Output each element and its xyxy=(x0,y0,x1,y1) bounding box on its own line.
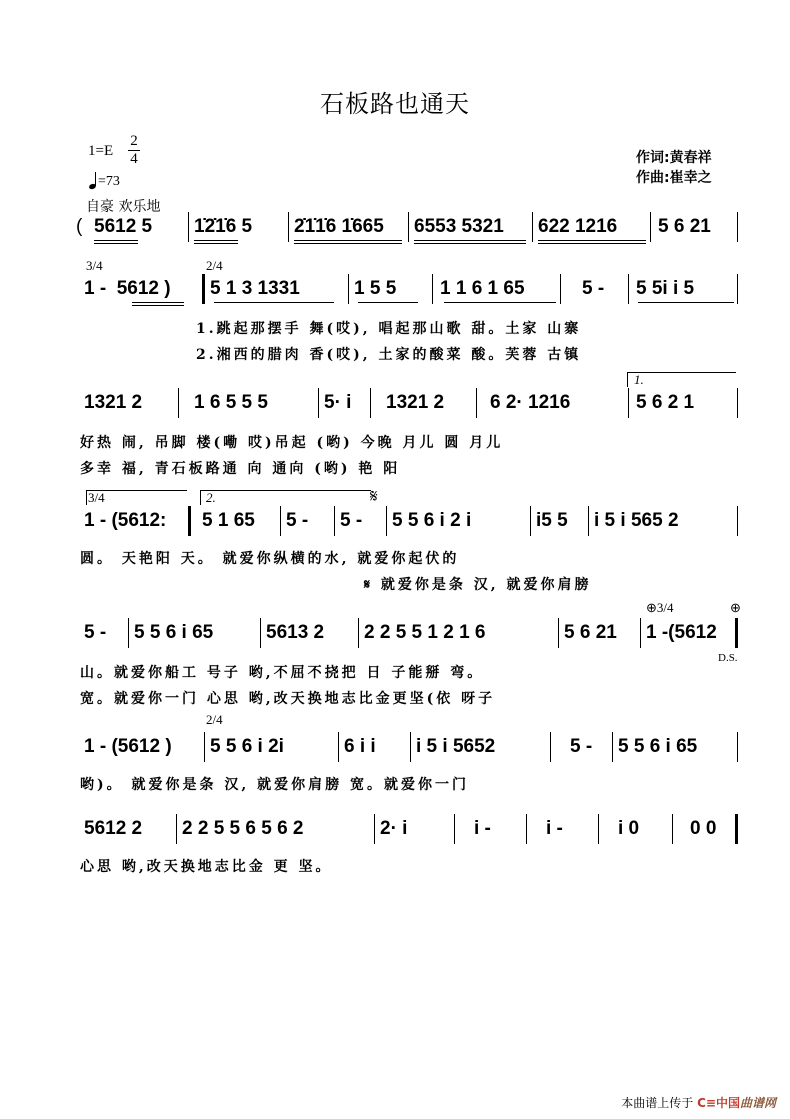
lyrics-verse-1: 山。就爱你船工 号子 哟,不屈不挠把 日 子能掰 弯。 xyxy=(80,665,485,681)
measure: 5 6 21 xyxy=(564,622,617,643)
measure: 5 5 6 i 2i xyxy=(210,736,284,757)
measure: i 0 xyxy=(618,818,640,839)
measure: 5· i xyxy=(324,392,352,413)
measure: 6553 5321 xyxy=(414,216,504,237)
quarter-note-icon xyxy=(88,172,98,190)
upload-credit: 本曲谱上传于 C≡中国曲谱网 xyxy=(621,1096,776,1110)
lyrics-verse-2: 𝄋 就爱你是条 汉, 就爱你肩膀 xyxy=(364,577,592,593)
lyrics-verse-2: 2.湘西的腊肉 香(哎), 土家的酸菜 酸。芙蓉 古镇 xyxy=(196,347,582,363)
segno-icon: 𝄋 xyxy=(370,486,378,506)
key-signature: 1=E xyxy=(88,143,114,159)
ds-marker: D.S. xyxy=(718,652,738,664)
volta-2 xyxy=(200,490,371,505)
score-line-1: ( 5612 5 1̇2̇1̇6 5 2̇1̇1̇6 1̇665 6553 5321 622 1216 5 6 21 xyxy=(80,216,740,242)
measure: i - xyxy=(546,818,563,839)
measure: 5 - xyxy=(582,278,605,299)
lyrics-line: 哟)。 就爱你是条 汉, 就爱你肩膀 宽。就爱你一门 xyxy=(80,777,469,793)
measure: i - xyxy=(474,818,491,839)
measure: 5 5 6 i 65 xyxy=(618,736,698,757)
measure: 1321 2 xyxy=(84,392,143,413)
measure: 1̇2̇1̇6 5 xyxy=(194,216,253,237)
measure: 5613 2 xyxy=(266,622,325,643)
site-logo-link[interactable]: 中国 xyxy=(715,1096,740,1110)
lyrics-verse-2: 宽。就爱你一门 心思 哟,改天换地志比金更坚(依 呀子 xyxy=(80,691,496,707)
composer: 作曲:崔幸之 xyxy=(636,170,712,186)
expression-marking: 自豪 欢乐地 xyxy=(86,199,161,215)
measure: 1 1 6 1 65 xyxy=(440,278,525,299)
measure: 1 6 5 5 5 xyxy=(194,392,268,413)
lyrics-line: 心思 哟,改天换地志比金 更 坚。 xyxy=(80,859,333,875)
measure: 5 5i i 5 xyxy=(636,278,695,299)
time-signature: 2 4 xyxy=(128,134,140,167)
measure: 2 2 5 5 1 2 1 6 xyxy=(364,622,486,643)
score-line-7 xyxy=(80,818,740,844)
lyrics-verse-1: 1.跳起那摆手 舞(哎), 唱起那山歌 甜。土家 山寨 xyxy=(196,321,582,337)
measure: 1 -(5612 xyxy=(646,622,717,643)
measure: 2 2 5 5 6 5 6 2 xyxy=(182,818,304,839)
measure: 1321 2 xyxy=(386,392,445,413)
credits xyxy=(636,148,712,188)
measure: 622 1216 xyxy=(538,216,618,237)
measure: 6 2· 1216 xyxy=(490,392,571,413)
score-line-4 xyxy=(80,510,740,536)
measure: 5 1 3 1331 xyxy=(210,278,300,299)
measure: 1 - 5612 ) xyxy=(84,278,171,299)
measure: 0 0 xyxy=(690,818,717,839)
lyrics-verse-1: 圆。 天艳阳 天。 就爱你纵横的水, 就爱你起伏的 xyxy=(80,551,460,567)
site-logo-icon: C≡ xyxy=(697,1096,716,1110)
score-line-3 xyxy=(80,392,740,418)
measure: 5612 5 xyxy=(94,216,153,237)
measure: i 5 i 565 2 xyxy=(594,510,679,531)
score-line-6 xyxy=(80,736,740,762)
lyricist: 作词:黄春祥 xyxy=(636,150,712,166)
measure: 5 6 2 1 xyxy=(636,392,695,413)
measure: 5 - xyxy=(340,510,363,531)
measure: 5612 2 xyxy=(84,818,143,839)
measure: 1 - (5612 ) xyxy=(84,736,172,757)
measure: 5 5 6 i 2 i xyxy=(392,510,472,531)
measure: 2̇1̇1̇6 1̇665 xyxy=(294,216,384,237)
measure: 5 6 21 xyxy=(658,216,711,237)
measure: 5 1 65 xyxy=(202,510,255,531)
measure: 2· i xyxy=(380,818,408,839)
measure: 5 - xyxy=(286,510,309,531)
measure: 1 - (5612: xyxy=(84,510,167,531)
coda-marker: ⊕3/4 xyxy=(646,600,674,615)
lyrics-verse-2: 多幸 福, 青石板路通 向 通向 (哟) 艳 阳 xyxy=(80,461,401,477)
measure: i5 5 xyxy=(536,510,568,531)
measure: 5 - xyxy=(570,736,593,757)
measure: i 5 i 5652 xyxy=(416,736,496,757)
measure: 5 - xyxy=(84,622,107,643)
coda-icon: ⊕ xyxy=(730,600,741,615)
measure: 5 5 6 i 65 xyxy=(134,622,214,643)
lyrics-verse-1: 好热 闹, 吊脚 楼(嘞 哎)吊起 (哟) 今晚 月儿 圆 月儿 xyxy=(80,435,504,451)
score-line-2 xyxy=(80,278,740,304)
measure: 1 5 5 xyxy=(354,278,397,299)
measure: 6 i i xyxy=(344,736,376,757)
score-title: 石板路也通天 xyxy=(320,90,470,118)
tempo-marking: =73 xyxy=(88,172,120,190)
score-line-5 xyxy=(80,622,740,648)
